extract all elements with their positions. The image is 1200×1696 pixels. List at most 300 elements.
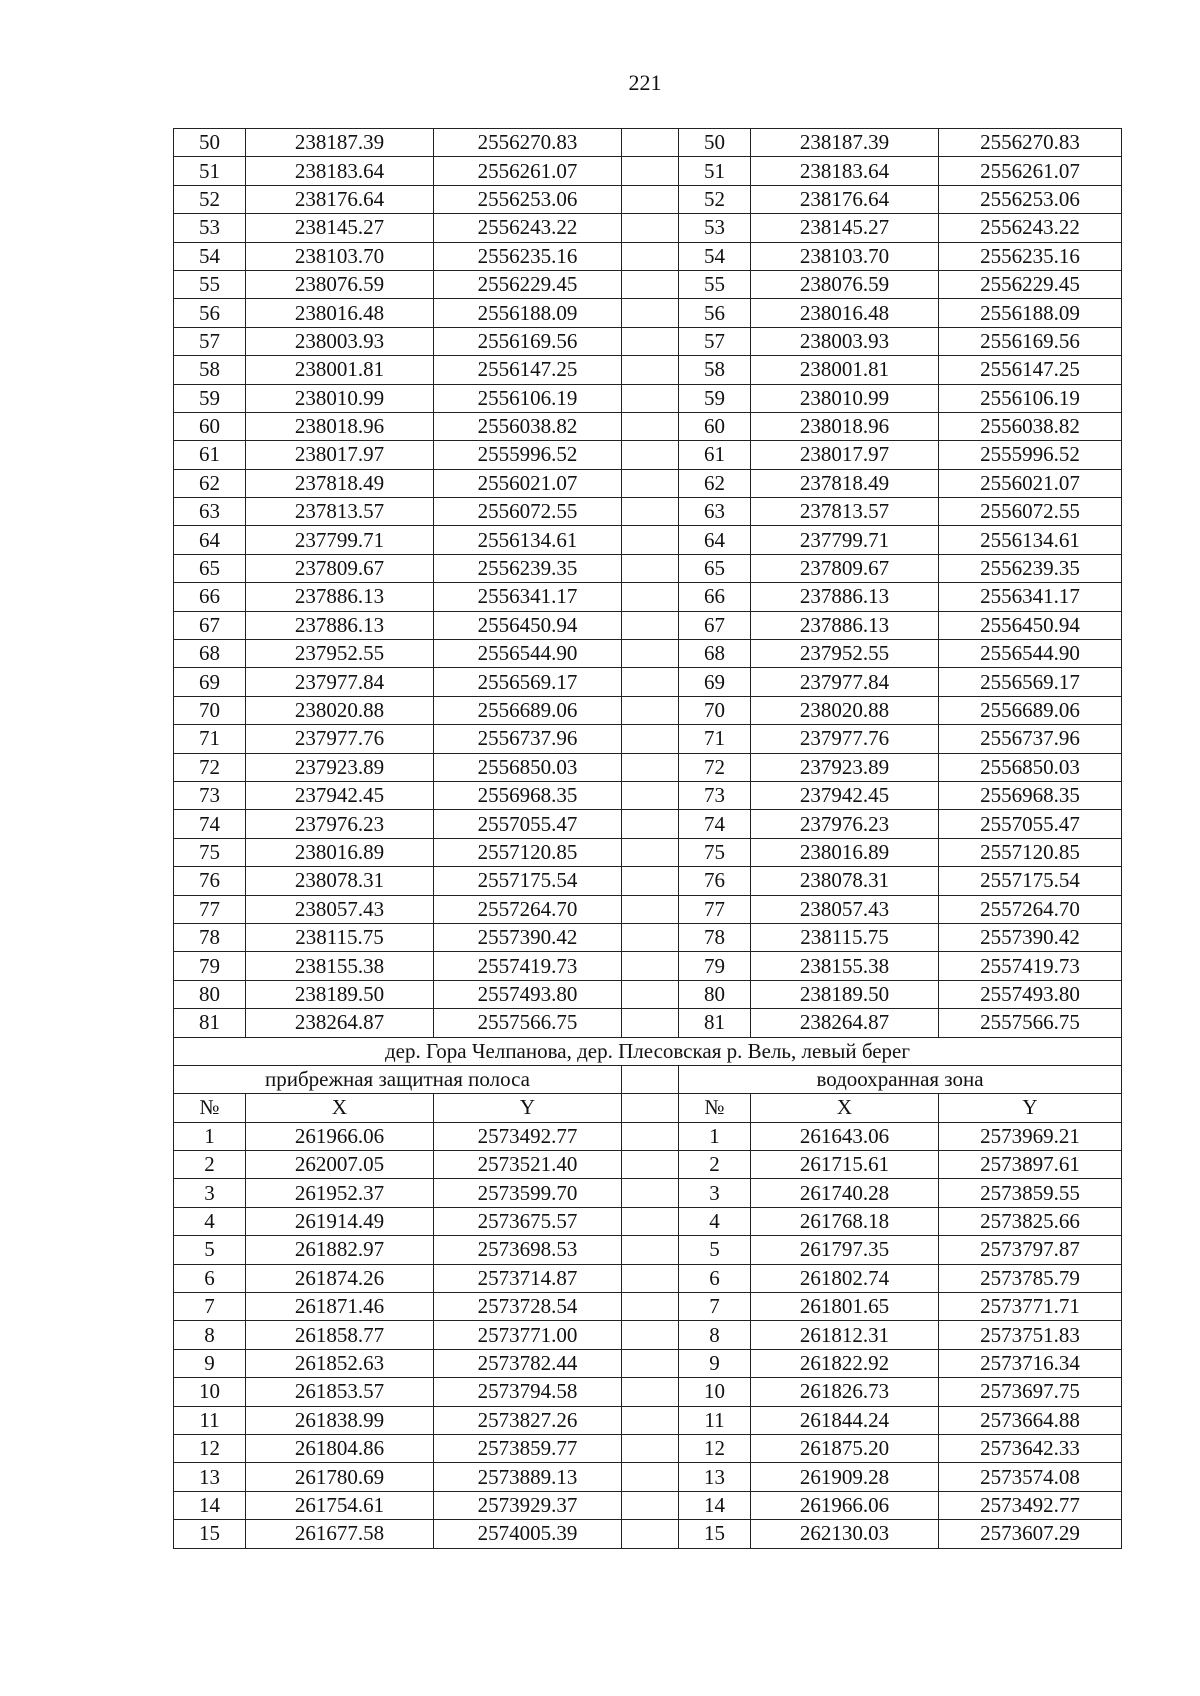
- left-x: 262007.05: [246, 1151, 434, 1179]
- right-x: 261802.74: [751, 1264, 939, 1292]
- left-point-number: 3: [174, 1179, 246, 1207]
- right-x: 238017.97: [751, 441, 939, 469]
- table-row: [174, 270, 1122, 298]
- right-y: 2573642.33: [939, 1434, 1122, 1462]
- left-y: 2556450.94: [434, 611, 622, 639]
- gap-cell: [622, 640, 679, 668]
- gap-cell: [622, 242, 679, 270]
- left-point-number: 55: [174, 270, 246, 298]
- gap-cell: [622, 1520, 679, 1548]
- gap-cell: [622, 1009, 679, 1037]
- left-y: 2556188.09: [434, 299, 622, 327]
- left-point-number: 76: [174, 867, 246, 895]
- right-point-number: 53: [679, 214, 751, 242]
- right-y: 2573825.66: [939, 1207, 1122, 1235]
- left-x: 261852.63: [246, 1349, 434, 1377]
- gap-cell: [622, 469, 679, 497]
- right-y: 2556850.03: [939, 753, 1122, 781]
- left-x: 238016.89: [246, 838, 434, 866]
- table-row: [174, 526, 1122, 554]
- gap-cell: [622, 157, 679, 185]
- right-x: 237809.67: [751, 554, 939, 582]
- right-y: 2573574.08: [939, 1463, 1122, 1491]
- right-y: 2556243.22: [939, 214, 1122, 242]
- left-y: 2556021.07: [434, 469, 622, 497]
- left-y: 2573782.44: [434, 1349, 622, 1377]
- right-x: 237799.71: [751, 526, 939, 554]
- right-point-number: 65: [679, 554, 751, 582]
- left-x: 237886.13: [246, 583, 434, 611]
- gap-cell: [622, 923, 679, 951]
- right-y: 2556021.07: [939, 469, 1122, 497]
- right-x: 238264.87: [751, 1009, 939, 1037]
- right-x: 237942.45: [751, 781, 939, 809]
- left-x: 238057.43: [246, 895, 434, 923]
- right-y: 2573751.83: [939, 1321, 1122, 1349]
- right-point-number: 52: [679, 185, 751, 213]
- left-y: 2573794.58: [434, 1378, 622, 1406]
- gap-cell: [622, 270, 679, 298]
- right-point-number: 76: [679, 867, 751, 895]
- left-y: 2557055.47: [434, 810, 622, 838]
- left-y: 2557120.85: [434, 838, 622, 866]
- right-point-number: 64: [679, 526, 751, 554]
- right-y: 2573697.75: [939, 1378, 1122, 1406]
- table-row: [174, 129, 1122, 157]
- right-y: 2556261.07: [939, 157, 1122, 185]
- right-x: 261966.06: [751, 1491, 939, 1519]
- gap-cell: [622, 1378, 679, 1406]
- left-x: 238016.48: [246, 299, 434, 327]
- right-x: 238103.70: [751, 242, 939, 270]
- left-x: 237942.45: [246, 781, 434, 809]
- gap-cell: [622, 1179, 679, 1207]
- left-point-number: 80: [174, 980, 246, 1008]
- right-point-number: 61: [679, 441, 751, 469]
- right-y: 2556134.61: [939, 526, 1122, 554]
- table-row: [174, 441, 1122, 469]
- left-point-number: 79: [174, 952, 246, 980]
- left-y: 2556147.25: [434, 356, 622, 384]
- left-point-number: 69: [174, 668, 246, 696]
- table-row: [174, 299, 1122, 327]
- table-row: [174, 356, 1122, 384]
- right-x: 261826.73: [751, 1378, 939, 1406]
- right-y: 2573785.79: [939, 1264, 1122, 1292]
- left-y: 2557264.70: [434, 895, 622, 923]
- table-row: [174, 1406, 1122, 1434]
- gap-cell: [622, 810, 679, 838]
- table-row: [174, 1264, 1122, 1292]
- right-y: 2573771.71: [939, 1293, 1122, 1321]
- table-row: [174, 583, 1122, 611]
- left-y: 2556253.06: [434, 185, 622, 213]
- gap-cell: [622, 1065, 679, 1093]
- right-x: 238016.48: [751, 299, 939, 327]
- right-point-number: 67: [679, 611, 751, 639]
- left-point-number: 68: [174, 640, 246, 668]
- top-rows: [174, 129, 1122, 1038]
- page-number: 221: [628, 70, 662, 95]
- table-row: [174, 1463, 1122, 1491]
- right-x: 238115.75: [751, 923, 939, 951]
- left-x: 238103.70: [246, 242, 434, 270]
- right-x: 237923.89: [751, 753, 939, 781]
- gap-cell: [622, 1207, 679, 1235]
- left-x: 238145.27: [246, 214, 434, 242]
- bottom-rows: [174, 1122, 1122, 1548]
- gap-cell: [622, 1151, 679, 1179]
- right-point-number: 77: [679, 895, 751, 923]
- left-point-number: 61: [174, 441, 246, 469]
- left-point-number: 75: [174, 838, 246, 866]
- left-y: 2556038.82: [434, 412, 622, 440]
- table-row: [174, 696, 1122, 724]
- right-point-number: 13: [679, 1463, 751, 1491]
- right-point-number: 3: [679, 1179, 751, 1207]
- gap-cell: [622, 781, 679, 809]
- left-x: 261858.77: [246, 1321, 434, 1349]
- right-x: 237886.13: [751, 611, 939, 639]
- right-point-number: 59: [679, 384, 751, 412]
- left-x: 261853.57: [246, 1378, 434, 1406]
- right-point-number: 12: [679, 1434, 751, 1462]
- right-y: 2573969.21: [939, 1122, 1122, 1150]
- right-x: 238078.31: [751, 867, 939, 895]
- right-col-number: №: [679, 1094, 751, 1122]
- table-row: [174, 640, 1122, 668]
- gap-cell: [622, 583, 679, 611]
- left-x: 238183.64: [246, 157, 434, 185]
- section-header: [174, 1037, 1122, 1122]
- left-x: 238176.64: [246, 185, 434, 213]
- gap-cell: [622, 1293, 679, 1321]
- table-row: [174, 725, 1122, 753]
- table-row: [174, 867, 1122, 895]
- left-x: 237977.84: [246, 668, 434, 696]
- left-x: 261677.58: [246, 1520, 434, 1548]
- right-x: 261822.92: [751, 1349, 939, 1377]
- right-x: 261801.65: [751, 1293, 939, 1321]
- right-point-number: 11: [679, 1406, 751, 1434]
- left-x: 238264.87: [246, 1009, 434, 1037]
- left-x: 261874.26: [246, 1264, 434, 1292]
- right-point-number: 75: [679, 838, 751, 866]
- table-row: [174, 1378, 1122, 1406]
- left-x: 238187.39: [246, 129, 434, 157]
- right-point-number: 54: [679, 242, 751, 270]
- left-zone-heading: прибрежная защитная полоса: [174, 1065, 622, 1093]
- gap-cell: [622, 1236, 679, 1264]
- left-x: 237977.76: [246, 725, 434, 753]
- gap-cell: [622, 299, 679, 327]
- left-point-number: 67: [174, 611, 246, 639]
- section-title-row: [174, 1037, 1122, 1065]
- right-y: 2556270.83: [939, 129, 1122, 157]
- right-y: 2556229.45: [939, 270, 1122, 298]
- right-point-number: 74: [679, 810, 751, 838]
- left-y: 2556261.07: [434, 157, 622, 185]
- left-y: 2556341.17: [434, 583, 622, 611]
- right-point-number: 1: [679, 1122, 751, 1150]
- right-x: 238189.50: [751, 980, 939, 1008]
- gap-cell: [622, 526, 679, 554]
- left-col-x: X: [246, 1094, 434, 1122]
- table-row: [174, 1179, 1122, 1207]
- gap-cell: [622, 611, 679, 639]
- right-y: 2557120.85: [939, 838, 1122, 866]
- right-x: 238010.99: [751, 384, 939, 412]
- right-y: 2573716.34: [939, 1349, 1122, 1377]
- right-x: 261875.20: [751, 1434, 939, 1462]
- table-row: [174, 157, 1122, 185]
- left-point-number: 57: [174, 327, 246, 355]
- right-point-number: 80: [679, 980, 751, 1008]
- right-x: 237977.76: [751, 725, 939, 753]
- left-y: 2556169.56: [434, 327, 622, 355]
- right-x: 261768.18: [751, 1207, 939, 1235]
- left-x: 237809.67: [246, 554, 434, 582]
- table-row: [174, 1349, 1122, 1377]
- right-x: 238003.93: [751, 327, 939, 355]
- left-point-number: 4: [174, 1207, 246, 1235]
- right-x: 237886.13: [751, 583, 939, 611]
- left-point-number: 81: [174, 1009, 246, 1037]
- table-row: [174, 1009, 1122, 1037]
- right-x: 237952.55: [751, 640, 939, 668]
- right-x: 238155.38: [751, 952, 939, 980]
- left-point-number: 65: [174, 554, 246, 582]
- table-row: [174, 185, 1122, 213]
- table-row: [174, 327, 1122, 355]
- left-x: 238115.75: [246, 923, 434, 951]
- left-x: 261754.61: [246, 1491, 434, 1519]
- table-row: [174, 1293, 1122, 1321]
- left-x: 237799.71: [246, 526, 434, 554]
- left-x: 237886.13: [246, 611, 434, 639]
- left-x: 238017.97: [246, 441, 434, 469]
- left-y: 2556229.45: [434, 270, 622, 298]
- right-y: 2556253.06: [939, 185, 1122, 213]
- right-zone-heading: водоохранная зона: [679, 1065, 1122, 1093]
- left-y: 2574005.39: [434, 1520, 622, 1548]
- left-x: 238001.81: [246, 356, 434, 384]
- table-row: [174, 980, 1122, 1008]
- gap-cell: [622, 1463, 679, 1491]
- left-y: 2573599.70: [434, 1179, 622, 1207]
- gap-cell: [622, 214, 679, 242]
- left-point-number: 11: [174, 1406, 246, 1434]
- left-y: 2573771.00: [434, 1321, 622, 1349]
- right-x: 238057.43: [751, 895, 939, 923]
- table-row: [174, 668, 1122, 696]
- left-point-number: 78: [174, 923, 246, 951]
- table-row: [174, 1321, 1122, 1349]
- right-point-number: 62: [679, 469, 751, 497]
- left-x: 238076.59: [246, 270, 434, 298]
- left-point-number: 5: [174, 1236, 246, 1264]
- gap-cell: [622, 753, 679, 781]
- right-y: 2556235.16: [939, 242, 1122, 270]
- right-point-number: 8: [679, 1321, 751, 1349]
- gap-cell: [622, 384, 679, 412]
- right-point-number: 4: [679, 1207, 751, 1235]
- right-y: 2556147.25: [939, 356, 1122, 384]
- column-header-row: [174, 1094, 1122, 1122]
- right-y: 2573859.55: [939, 1179, 1122, 1207]
- right-y: 2556544.90: [939, 640, 1122, 668]
- left-x: 237818.49: [246, 469, 434, 497]
- gap-cell: [622, 867, 679, 895]
- gap-cell: [622, 696, 679, 724]
- right-x: 238076.59: [751, 270, 939, 298]
- right-y: 2556169.56: [939, 327, 1122, 355]
- left-x: 261882.97: [246, 1236, 434, 1264]
- left-y: 2556689.06: [434, 696, 622, 724]
- left-point-number: 63: [174, 498, 246, 526]
- gap-cell: [622, 1094, 679, 1122]
- left-x: 238020.88: [246, 696, 434, 724]
- table-row: [174, 781, 1122, 809]
- coordinates-table: [173, 128, 1122, 1549]
- left-point-number: 6: [174, 1264, 246, 1292]
- left-y: 2556072.55: [434, 498, 622, 526]
- table-row: [174, 214, 1122, 242]
- left-y: 2573492.77: [434, 1122, 622, 1150]
- right-x: 238176.64: [751, 185, 939, 213]
- left-y: 2557175.54: [434, 867, 622, 895]
- right-x: 237977.84: [751, 668, 939, 696]
- left-y: 2556544.90: [434, 640, 622, 668]
- left-y: 2573675.57: [434, 1207, 622, 1235]
- table-row: [174, 412, 1122, 440]
- right-y: 2573797.87: [939, 1236, 1122, 1264]
- table-row: [174, 838, 1122, 866]
- table-row: [174, 469, 1122, 497]
- left-x: 238018.96: [246, 412, 434, 440]
- left-y: 2556850.03: [434, 753, 622, 781]
- left-y: 2557419.73: [434, 952, 622, 980]
- left-x: 237923.89: [246, 753, 434, 781]
- right-x: 238187.39: [751, 129, 939, 157]
- right-point-number: 55: [679, 270, 751, 298]
- gap-cell: [622, 980, 679, 1008]
- gap-cell: [622, 498, 679, 526]
- left-point-number: 51: [174, 157, 246, 185]
- left-x: 238003.93: [246, 327, 434, 355]
- right-y: 2556968.35: [939, 781, 1122, 809]
- left-x: 237952.55: [246, 640, 434, 668]
- right-y: 2573607.29: [939, 1520, 1122, 1548]
- right-point-number: 56: [679, 299, 751, 327]
- right-point-number: 71: [679, 725, 751, 753]
- left-y: 2556106.19: [434, 384, 622, 412]
- right-y: 2556188.09: [939, 299, 1122, 327]
- left-point-number: 62: [174, 469, 246, 497]
- right-col-x: X: [751, 1094, 939, 1122]
- gap-cell: [622, 725, 679, 753]
- left-y: 2556243.22: [434, 214, 622, 242]
- left-y: 2573728.54: [434, 1293, 622, 1321]
- left-x: 238078.31: [246, 867, 434, 895]
- right-y: 2556737.96: [939, 725, 1122, 753]
- table-row: [174, 810, 1122, 838]
- gap-cell: [622, 1434, 679, 1462]
- right-y: 2556450.94: [939, 611, 1122, 639]
- left-y: 2557493.80: [434, 980, 622, 1008]
- left-col-y: Y: [434, 1094, 622, 1122]
- table-row: [174, 923, 1122, 951]
- right-y: 2573897.61: [939, 1151, 1122, 1179]
- right-point-number: 79: [679, 952, 751, 980]
- right-x: 261643.06: [751, 1122, 939, 1150]
- gap-cell: [622, 129, 679, 157]
- right-x: 238183.64: [751, 157, 939, 185]
- left-x: 237813.57: [246, 498, 434, 526]
- right-y: 2573492.77: [939, 1491, 1122, 1519]
- right-y: 2557419.73: [939, 952, 1122, 980]
- right-point-number: 72: [679, 753, 751, 781]
- gap-cell: [622, 952, 679, 980]
- right-point-number: 81: [679, 1009, 751, 1037]
- right-x: 261909.28: [751, 1463, 939, 1491]
- right-point-number: 50: [679, 129, 751, 157]
- left-point-number: 14: [174, 1491, 246, 1519]
- left-y: 2556737.96: [434, 725, 622, 753]
- left-point-number: 7: [174, 1293, 246, 1321]
- right-y: 2556072.55: [939, 498, 1122, 526]
- right-x: 261797.35: [751, 1236, 939, 1264]
- left-y: 2573714.87: [434, 1264, 622, 1292]
- left-point-number: 54: [174, 242, 246, 270]
- right-x: 237976.23: [751, 810, 939, 838]
- gap-cell: [622, 1349, 679, 1377]
- gap-cell: [622, 895, 679, 923]
- right-point-number: 60: [679, 412, 751, 440]
- left-point-number: 56: [174, 299, 246, 327]
- left-y: 2556134.61: [434, 526, 622, 554]
- right-y: 2557264.70: [939, 895, 1122, 923]
- right-point-number: 2: [679, 1151, 751, 1179]
- left-y: 2573827.26: [434, 1406, 622, 1434]
- left-y: 2573929.37: [434, 1491, 622, 1519]
- right-x: 237813.57: [751, 498, 939, 526]
- left-point-number: 2: [174, 1151, 246, 1179]
- right-y: 2556106.19: [939, 384, 1122, 412]
- left-point-number: 58: [174, 356, 246, 384]
- gap-cell: [622, 1491, 679, 1519]
- left-point-number: 66: [174, 583, 246, 611]
- right-y: 2556239.35: [939, 554, 1122, 582]
- left-x: 238010.99: [246, 384, 434, 412]
- left-point-number: 59: [174, 384, 246, 412]
- gap-cell: [622, 1264, 679, 1292]
- right-x: 261715.61: [751, 1151, 939, 1179]
- table-row: [174, 554, 1122, 582]
- right-point-number: 10: [679, 1378, 751, 1406]
- gap-cell: [622, 1122, 679, 1150]
- right-x: 261812.31: [751, 1321, 939, 1349]
- left-y: 2556270.83: [434, 129, 622, 157]
- right-x: 238018.96: [751, 412, 939, 440]
- left-point-number: 1: [174, 1122, 246, 1150]
- gap-cell: [622, 185, 679, 213]
- right-x: 238145.27: [751, 214, 939, 242]
- right-point-number: 78: [679, 923, 751, 951]
- left-y: 2556239.35: [434, 554, 622, 582]
- right-point-number: 6: [679, 1264, 751, 1292]
- right-x: 238020.88: [751, 696, 939, 724]
